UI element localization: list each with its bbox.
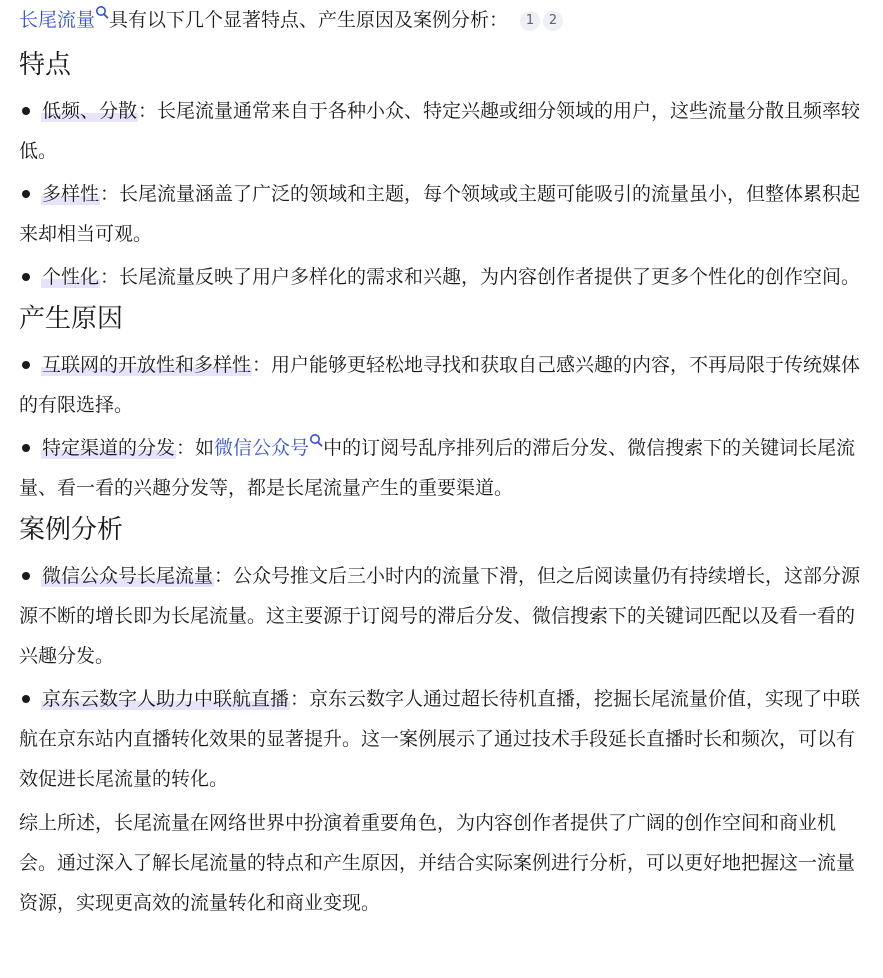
bullet-dot (22, 572, 30, 580)
section-heading-cases: 案例分析 (19, 515, 124, 545)
list-item (19, 556, 869, 676)
long-tail-traffic-link[interactable]: 长尾流量 (19, 9, 109, 31)
bullet-dot (22, 107, 30, 115)
list-item (19, 257, 869, 297)
bullet-dot (22, 361, 30, 369)
cases-list (19, 556, 869, 799)
list-item-body: 长尾流量涵盖了广泛的领域和主题，每个领域或主题可能吸引的流量虽小，但整体累积起来却相当可观。 (19, 183, 861, 245)
bullet-dot (22, 273, 30, 281)
list-item (19, 345, 869, 425)
bullet-dot (22, 190, 30, 198)
bullet-dot (22, 695, 30, 703)
list-item-body: 长尾流量通常来自于各种小众、特定兴趣或细分领域的用户，这些流量分散且频率较低。 (19, 100, 861, 162)
search-icon (95, 5, 109, 21)
features-list (19, 91, 869, 297)
list-item-body: 京东云数字人通过超长待机直播，挖掘长尾流量价值，实现了中联航在京东站内直播转化效果的显著提升。这一案例展示了通过技术手段延长直播时长和频次，可以有效促进长尾流量的转化。 (19, 688, 861, 790)
wechat-official-account-link[interactable]: 微信公众号 (214, 437, 323, 459)
list-item-separator: ： (252, 354, 272, 376)
list-item-separator: ： (100, 183, 120, 205)
bullet-dot (22, 444, 30, 452)
list-item-body: 中的订阅号乱序排列后的滞后分发、微信搜索下的关键词长尾流量、看一看的兴趣分发等，都是长尾流量产生的重要渠道。 (19, 437, 856, 499)
list-item-separator: ： (176, 437, 196, 459)
section-heading-causes: 产生原因 (19, 304, 124, 334)
list-item-body: 用户能够更轻松地寻找和获取自己感兴趣的内容，不再局限于传统媒体的有限选择。 (19, 354, 861, 416)
list-item-term: 特定渠道的分发 (42, 437, 176, 459)
list-item-separator: ： (214, 565, 234, 587)
list-item (19, 428, 869, 508)
list-item-body: 长尾流量反映了用户多样化的需求和兴趣，为内容创作者提供了更多个性化的创作空间。 (119, 266, 861, 288)
list-item-term: 低频、分散 (42, 100, 138, 122)
intro-text: 具有以下几个显著特点、产生原因及案例分析： (109, 9, 509, 31)
section-heading-features: 特点 (19, 50, 72, 80)
citation-badge[interactable]: 1 (520, 11, 540, 31)
list-item (19, 91, 869, 171)
search-icon (309, 433, 323, 449)
list-item-body: 公众号推文后三小时内的流量下滑，但之后阅读量仍有持续增长，这部分源源不断的增长即为长尾流量。这主要源于订阅号的滞后分发、微信搜索下的关键词匹配以及看一看的兴趣分发。 (19, 565, 861, 667)
causes-list (19, 345, 869, 508)
list-item-body-prefix: 如 (195, 437, 215, 459)
list-item-term: 个性化 (42, 266, 100, 288)
list-item-term: 京东云数字人助力中联航直播 (42, 688, 290, 710)
list-item-term: 微信公众号长尾流量 (42, 565, 214, 587)
list-item-term: 多样性 (42, 183, 100, 205)
citation-badge[interactable]: 2 (543, 11, 563, 31)
list-item-term: 互联网的开放性和多样性 (42, 354, 252, 376)
list-item-separator: ： (290, 688, 310, 710)
intro-line (19, 0, 869, 41)
answer-content (19, 0, 869, 923)
list-item-separator: ： (100, 266, 120, 288)
list-item (19, 174, 869, 254)
summary-paragraph: 综上所述，长尾流量在网络世界中扮演着重要角色，为内容创作者提供了广阔的创作空间和商业机会。通过深入了解长尾流量的特点和产生原因，并结合实际案例进行分析，可以更好地把握这一流量资源，实现更高效的流量转化和商业变现。 (19, 812, 856, 914)
list-item-separator: ： (138, 100, 158, 122)
list-item (19, 679, 869, 799)
